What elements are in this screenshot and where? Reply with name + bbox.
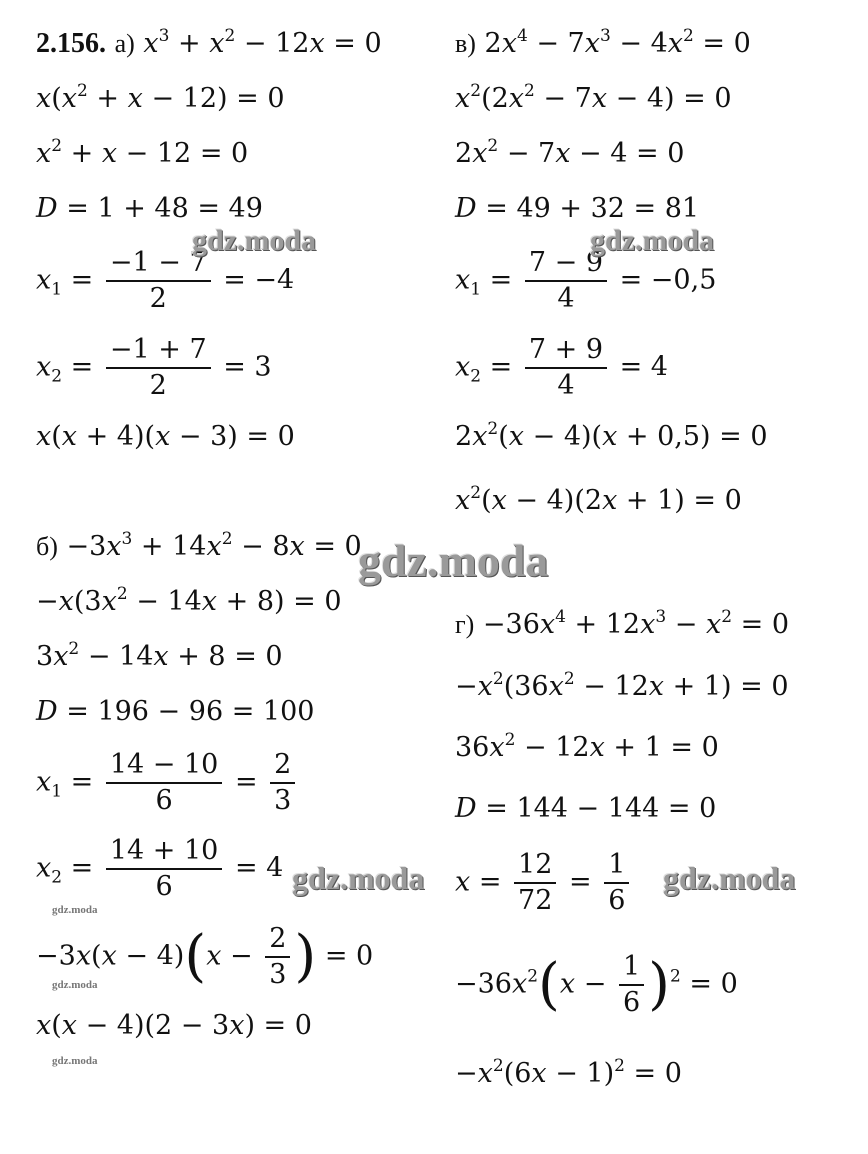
watermark-small: gdz.moda (52, 1055, 98, 1067)
eq-v-6: $x_2$ = $\frac{7 + 9}{4}$ = 4 (455, 334, 668, 401)
eq-v-3: $2x^2 - 7x - 4 = 0$ (455, 136, 685, 169)
eq-g-2: $-x^2(36x^2 - 12x + 1) = 0$ (455, 669, 789, 702)
eq-b-6: $x_2$ = $\frac{14 + 10}{6}$ = 4 (36, 835, 284, 902)
watermark: gdz.moda (358, 535, 549, 586)
eq-b-1: $б) -3x^3 + 14x^2 - 8x = 0$ (36, 529, 362, 562)
eq-g-6: $-36x^2(x$ − $\frac{1}{6}$ )$^2$ = 0 (455, 951, 738, 1018)
eq-b-3: $3x^2 - 14x + 8 = 0$ (36, 639, 283, 672)
part-g-label: г) (455, 610, 475, 639)
watermark-small: gdz.moda (52, 979, 98, 991)
part-v-label: в) (455, 29, 476, 58)
eq-g-7: $-x^2(6x - 1)^2 = 0$ (455, 1056, 682, 1089)
eq-v-7: $2x^2(x - 4)(x + 0,5) = 0$ (455, 419, 768, 452)
problem-number: 2.156. (36, 28, 106, 59)
eq-v-4: D = 49 + 32 = 81 (455, 193, 700, 224)
eq-b-8: x(x − 4)(2 − 3x) = 0 (36, 1010, 312, 1041)
eq-a-4: D = 1 + 48 = 49 (36, 193, 263, 224)
part-a-label: а) (114, 29, 135, 58)
watermark: gdz.moda (590, 224, 715, 257)
eq-g-5: x = $\frac{12}{72}$ = $\frac{1}{6}$ (455, 848, 633, 918)
eq-v-8: $x^2(x - 4)(2x + 1) = 0$ (455, 483, 742, 516)
eq-b-5: $x_1$ = $\frac{14 - 10}{6}$ = $\frac{2}{3}$ (36, 748, 299, 818)
eq-v-5: $x_1$ = $\frac{7 - 9}{4}$ = −0,5 (455, 247, 717, 314)
eq-a-3: $x^2 + x - 12 = 0$ (36, 136, 249, 169)
watermark-small: gdz.moda (52, 904, 98, 916)
eq-a-5: $x_1$ = $\frac{-1 - 7}{2}$ = −4 (36, 247, 295, 314)
eq-b-2: $-x(3x^2 - 14x + 8) = 0$ (36, 584, 342, 617)
watermark: gdz.moda (192, 224, 317, 257)
eq-a-7: x(x + 4)(x − 3) = 0 (36, 421, 295, 452)
watermark: gdz.moda (292, 860, 425, 896)
part-b-label: б) (36, 532, 58, 561)
eq-g-3: $36x^2 - 12x + 1 = 0$ (455, 730, 719, 763)
eq-g-1: $г) -36x^4 + 12x^3 - x^2 = 0$ (455, 607, 789, 640)
eq-v-2: $x^2(2x^2 - 7x - 4) = 0$ (455, 81, 732, 114)
eq-a-1: 2.156. а) $x^3 + x^2 - 12x = 0$ (36, 26, 382, 59)
eq-b-7: −3x(x − 4)(x − $\frac{2}{3}$ ) = 0 (36, 923, 374, 990)
eq-g-4: D = 144 − 144 = 0 (455, 793, 717, 824)
watermark: gdz.moda (663, 860, 796, 896)
eq-b-4: D = 196 − 96 = 100 (36, 696, 315, 727)
eq-a-6: $x_2$ = $\frac{-1 + 7}{2}$ = 3 (36, 334, 272, 401)
eq-v-1: в) $2x^4 - 7x^3 - 4x^2 = 0$ (455, 26, 751, 59)
eq-a-2: $x(x^2 + x - 12) = 0$ (36, 81, 285, 114)
